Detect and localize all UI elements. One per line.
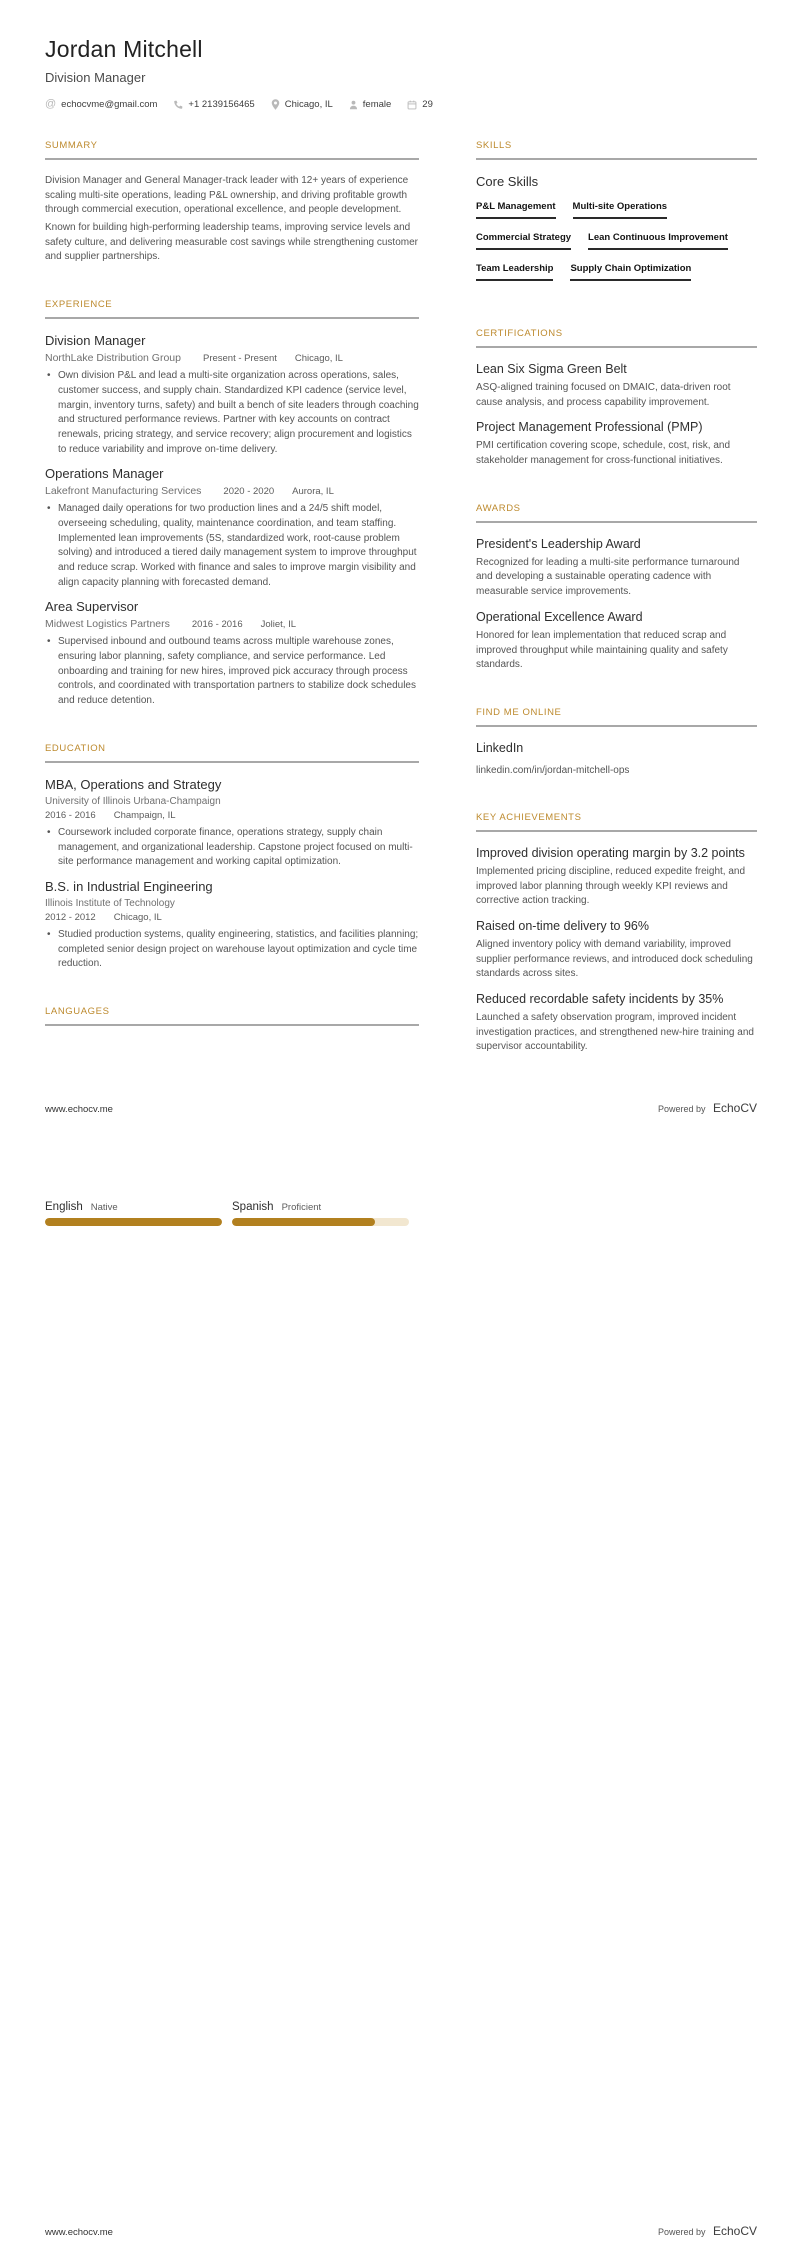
contact-email xyxy=(45,99,157,110)
education-heading: EDUCATION xyxy=(45,743,419,763)
echocv-brand[interactable]: EchoCV xyxy=(712,2224,757,2238)
language-bar-fill xyxy=(45,1218,222,1226)
achievement-title: Reduced recordable safety incidents by 35% xyxy=(476,992,724,1006)
summary-paragraph: Known for building high-performing leadership teams, improving service levels and safety culture, and delivering measurable cost savings while strengthening customer and supplier partnerships. xyxy=(45,222,418,263)
contact-location-text: Chicago, IL xyxy=(284,99,333,110)
award-description: Honored for lean implementation that reduced scrap and improved throughput while maintaining quality and safety standards. xyxy=(476,629,728,671)
awards-section xyxy=(476,503,757,673)
skills-section xyxy=(476,140,757,294)
experience-bullet: • Managed daily operations for two production lines and a 24/5 shift model, overseeing scheduling, quality, maintenance coordination, and team staffing. Implemented lean improvements (5S, standardized work, root-cause problem solving) and introduced a tiered daily management system to improve throughput and reduce scrap. Worked with finance and sales to improve margin visibility and align capacity planning with forecasted demand. xyxy=(45,502,419,590)
achievement-item xyxy=(476,919,757,982)
experience-location: Joliet, IL xyxy=(260,619,296,631)
language-item xyxy=(232,1201,409,1226)
phone-icon xyxy=(173,100,183,110)
achievement-description: Aligned inventory policy with demand variability, improved supplier performance reviews, and introduced dock scheduling standards across sites. xyxy=(476,938,753,980)
education-item xyxy=(45,879,419,972)
experience-dates: 2020 - 2020 xyxy=(223,486,275,498)
award-title: President's Leadership Award xyxy=(476,536,641,551)
summary-paragraph: Division Manager and General Manager-track leader with 12+ years of experience scaling multi-site operations, leading P&L ownership, and driving profitable growth through commercial execution, operational excellence, and people development. xyxy=(45,175,409,216)
languages-list xyxy=(45,1201,757,1226)
experience-dates: Present - Present xyxy=(202,353,277,365)
language-level: Proficient xyxy=(281,1202,322,1213)
language-bar-track xyxy=(232,1218,409,1226)
skills-group-title: Core Skills xyxy=(476,174,539,189)
education-school: University of Illinois Urbana-Champaign xyxy=(45,795,221,807)
language-name: English xyxy=(45,1201,83,1213)
experience-company: NorthLake Distribution Group xyxy=(45,352,181,365)
contact-email-text[interactable]: echocvme@gmail.com xyxy=(61,99,158,110)
summary-section xyxy=(45,140,419,265)
map-pin-icon xyxy=(271,99,280,110)
education-school: Illinois Institute of Technology xyxy=(45,897,175,909)
certification-item xyxy=(476,420,757,468)
experience-title: Area Supervisor xyxy=(45,599,139,615)
education-dates: 2012 - 2012 xyxy=(45,911,96,923)
page-footer xyxy=(45,2222,757,2240)
contact-gender xyxy=(349,99,392,110)
experience-bullet: • Supervised inbound and outbound teams across multiple warehouse zones, ensuring labor planning, safety compliance, and service performance. Led onboarding and training for new hires, improved pick accuracy through process controls, and coordinated with transportation partners to stabilize dock schedules and reduce detention. xyxy=(45,635,419,708)
powered-by xyxy=(658,1099,757,1117)
candidate-name: Jordan Mitchell xyxy=(45,36,203,62)
candidate-job-title: Division Manager xyxy=(45,70,146,85)
experience-item xyxy=(45,599,419,708)
education-location: Chicago, IL xyxy=(113,911,162,923)
online-profile-url[interactable]: linkedin.com/in/jordan-mitchell-ops xyxy=(476,764,630,776)
experience-company: Midwest Logistics Partners xyxy=(45,618,170,631)
page-footer xyxy=(45,1099,757,1117)
education-location: Champaign, IL xyxy=(113,809,176,821)
education-degree: B.S. in Industrial Engineering xyxy=(45,878,213,894)
echocv-brand[interactable]: EchoCV xyxy=(712,1101,757,1115)
online-profile-label: LinkedIn xyxy=(476,740,524,755)
achievement-item xyxy=(476,846,757,909)
contact-location xyxy=(271,99,333,110)
experience-section xyxy=(45,299,419,709)
experience-dates: 2016 - 2016 xyxy=(191,619,243,631)
key-achievements-section xyxy=(476,812,757,1055)
skill-chip: Multi-site Operations xyxy=(573,201,667,219)
achievement-item xyxy=(476,992,757,1055)
certification-description: PMI certification covering scope, schedule, cost, risk, and stakeholder management for cross-functional initiatives. xyxy=(476,440,731,467)
achievement-title: Improved division operating margin by 3.2 points xyxy=(476,845,745,860)
powered-by xyxy=(658,2222,757,2240)
education-section xyxy=(45,743,419,972)
contact-row xyxy=(45,99,757,110)
contact-phone-text: +1 2139156465 xyxy=(188,99,255,110)
skill-chip: Commercial Strategy xyxy=(476,232,571,250)
experience-location: Aurora, IL xyxy=(292,486,334,498)
person-icon xyxy=(349,100,358,110)
certification-title: Lean Six Sigma Green Belt xyxy=(476,362,627,376)
contact-age xyxy=(407,99,433,110)
award-description: Recognized for leading a multi-site performance turnaround and developing a sustainable operating cadence with measurable service improvements. xyxy=(476,556,740,598)
right-column xyxy=(476,140,757,1089)
experience-item xyxy=(45,466,419,590)
skills-heading: SKILLS xyxy=(476,140,757,160)
certifications-section xyxy=(476,328,757,469)
award-item xyxy=(476,537,757,600)
certifications-heading: CERTIFICATIONS xyxy=(476,328,757,348)
language-bar-track xyxy=(45,1218,222,1226)
online-profile-item xyxy=(476,741,757,778)
achievement-title: Raised on-time delivery to 96% xyxy=(476,918,649,933)
footer-site-link[interactable]: www.echocv.me xyxy=(45,1104,113,1115)
education-bullet: • Coursework included corporate finance, operations strategy, supply chain management, and organizational leadership. Capstone project focused on multi-site performance management and working capital optimization. xyxy=(45,826,419,870)
education-degree: MBA, Operations and Strategy xyxy=(45,776,222,792)
skill-chip: P&L Management xyxy=(476,201,556,219)
language-name: Spanish xyxy=(232,1201,274,1213)
achievement-description: Launched a safety observation program, improved incident investigation practices, and strengthened new-hire training and supervisor accountability. xyxy=(476,1012,754,1053)
skill-chip: Supply Chain Optimization xyxy=(570,263,691,281)
contact-phone xyxy=(173,99,254,110)
footer-site-link[interactable]: www.echocv.me xyxy=(45,2227,113,2238)
experience-item xyxy=(45,333,419,457)
experience-heading: EXPERIENCE xyxy=(45,299,419,319)
language-level: Native xyxy=(90,1202,118,1213)
languages-heading: LANGUAGES xyxy=(45,1006,419,1026)
powered-by-text: Powered by xyxy=(657,2227,706,2237)
experience-title: Operations Manager xyxy=(45,466,164,482)
certification-item xyxy=(476,362,757,410)
cv-header xyxy=(45,36,757,110)
award-item xyxy=(476,610,757,673)
education-dates: 2016 - 2016 xyxy=(45,809,96,821)
language-item xyxy=(45,1201,222,1226)
left-column xyxy=(45,140,419,1089)
cv-page-2 xyxy=(0,1123,794,2246)
skills-list xyxy=(476,201,757,294)
find-me-online-heading: FIND ME ONLINE xyxy=(476,707,757,727)
experience-title: Division Manager xyxy=(45,333,146,349)
contact-gender-text: female xyxy=(362,99,392,110)
education-item xyxy=(45,777,419,870)
education-bullet: • Studied production systems, quality engineering, statistics, and facilities planning; completed senior design project on warehouse layout optimization and cycle time reduction. xyxy=(45,928,419,972)
certification-title: Project Management Professional (PMP) xyxy=(476,420,703,435)
find-me-online-section xyxy=(476,707,757,778)
skill-chip: Lean Continuous Improvement xyxy=(588,232,728,250)
award-title: Operational Excellence Award xyxy=(476,609,643,624)
achievement-description: Implemented pricing discipline, reduced expedite freight, and improved labor planning through weekly KPI reviews and corrective action tracking. xyxy=(476,865,746,907)
experience-company: Lakefront Manufacturing Services xyxy=(45,485,202,498)
experience-bullet: • Own division P&L and lead a multi-site organization across operations, sales, customer success, and supply chain. Standardized KPI cadence (service level, margin, inventory turns, safety) and built a bench of site leaders through coaching and structured performance reviews. Partner with key accounts on contract renewals, pricing strategy, and service recovery; align procurement and logistics to reduce variability and improve on-time delivery. xyxy=(45,369,419,457)
contact-age-text: 29 xyxy=(422,99,433,110)
calendar-icon xyxy=(407,100,417,110)
at-icon: @ xyxy=(45,98,57,110)
powered-by-text: Powered by xyxy=(657,1104,706,1114)
awards-heading: AWARDS xyxy=(476,503,757,523)
certification-description: ASQ-aligned training focused on DMAIC, data-driven root cause analysis, and process capability improvement. xyxy=(476,382,731,408)
summary-heading: SUMMARY xyxy=(45,140,419,160)
key-achievements-heading: KEY ACHIEVEMENTS xyxy=(476,812,757,832)
skill-chip: Team Leadership xyxy=(476,263,553,281)
languages-section xyxy=(45,1006,419,1026)
language-bar-fill xyxy=(232,1218,375,1226)
experience-location: Chicago, IL xyxy=(294,353,343,365)
